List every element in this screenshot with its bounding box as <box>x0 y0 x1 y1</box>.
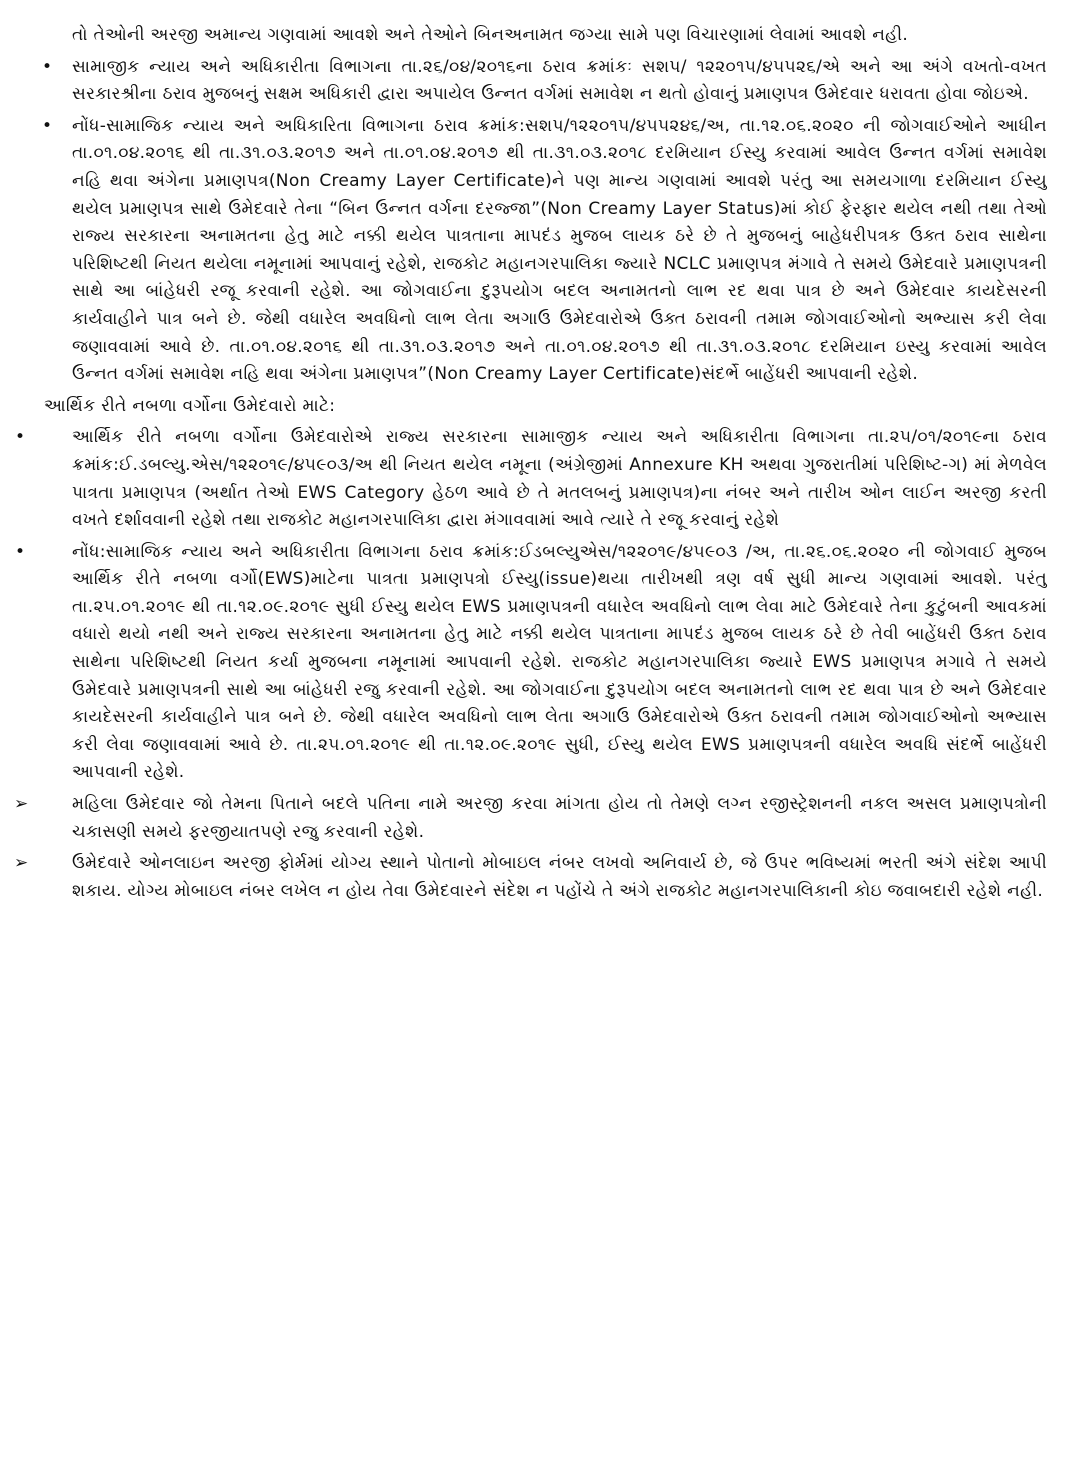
list-item-text: આર્થિક રીતે નબળા વર્ગોના ઉમેદવારોએ રાજ્ય સરકારના સામાજીક ન્યાય અને અધિકારીતા વિભાગના તા.૨૫/૦૧/૨૦૧૯ના ઠરાવ ક્રમાંક:ઈ.ડબલ્યુ.એસ/૧૨૨૦૧૯/૪૫૯૦૩/અ થી નિયત થયેલ નમૂના (અંગ્રેજીમાં Annexure KH અથવા ગુજરાતીમાં પરિશિષ્ટ-ગ) માં મેળવેલ પાત્રતા પ્રમાણપત્ર (અર્થાત તેઓ EWS Category હેઠળ આવે છે તે મતલબનું પ્રમાણપત્ર)ના નંબર અને તારીખ ઓન લાઈન અરજી કરતી વખતે દર્શાવવાની રહેશે તથા રાજકોટ મહાનગરપાલિકા દ્વારા મંગાવવામાં આવે ત્યારે તે રજૂ કરવાનું રહેશે <box>72 427 1047 531</box>
intro-paragraph <box>72 22 1047 50</box>
bullet-dot-icon: • <box>15 541 26 562</box>
bullet-dot-icon: • <box>42 115 53 136</box>
heading-text: આર્થિક રીતે નબળા વર્ગોના ઉમેદવારો માટે: <box>44 395 336 416</box>
intro-text: તો તેઓની અરજી અમાન્ય ગણવામાં આવશે અને તેઓને બિનઅનામત જગ્યા સામે પણ વિચારણામાં લેવામાં આવશે નહી. <box>72 25 909 45</box>
bullet-dot-icon: • <box>42 56 53 77</box>
ews-section-heading <box>44 393 1044 421</box>
list-item-text: મહિલા ઉમેદવાર જો તેમના પિતાને બદલે પતિના નામે અરજી કરવા માંગતા હોય તો તેમણે લગ્ન રજીસ્ટ્રેશનની નકલ અસલ પ્રમાણપત્રોની ચકાસણી સમયે ફરજીયાતપણે રજુ કરવાની રહેશે. <box>72 794 1047 842</box>
arrow-bullet-icon: ➢ <box>14 853 29 874</box>
list-item-women-marriage <box>14 791 1047 846</box>
document-page <box>0 22 1079 905</box>
bullet-dot-icon: • <box>15 427 26 448</box>
list-item-mobile-number <box>14 850 1047 905</box>
arrow-bullet-icon: ➢ <box>14 794 29 815</box>
list-item-text: નોંધ-સામાજિક ન્યાય અને અધિકારિતા વિભાગના ઠરાવ ક્રમાંક:સશપ/૧૨૨૦૧૫/૪૫૫૨૪૬/અ, તા.૧૨.૦૬.૨૦૨૦ ની જોગવાઈઓને આધીન તા.૦૧.૦૪.૨૦૧૬ થી તા.૩૧.૦૩.૨૦૧૭ અને તા.૦૧.૦૪.૨૦૧૭ થી તા.૩૧.૦૩.૨૦૧૮ દરમિયાન ઈસ્યુ કરવામાં આવેલ ઉન્નત વર્ગમાં સમાવેશ નહિ થવા અંગેના પ્રમાણપત્ર(Non Creamy Layer Certificate)ને પણ માન્ય ગણવામાં આવશે પરંતુ આ સમયગાળા દરમિયાન ઈસ્યુ થયેલ પ્રમાણપત્ર સાથે ઉમેદવારે તેના “બિન ઉન્નત વર્ગના દરજ્જા”(Non Creamy Layer Status)માં કોઈ ફેરફાર થયેલ નથી તથા તેઓ રાજ્ય સરકારના અનામતના હેતુ માટે નક્કી થયેલ પાત્રતાના માપદંડ મુજબ લાયક ઠરે છે તે મુજબનું બાહેધરીપત્રક ઉક્ત ઠરાવ સાથેના પરિશિષ્ટથી નિયત થયેલા નમૂનામાં આપવાનું રહેશે, રાજકોટ મહાનગરપાલિકા જ્યારે NCLC પ્રમાણપત્ર મંગાવે તે સમયે ઉમેદવારે પ્રમાણપત્રની સાથે આ બાંહેધરી રજૂ કરવાની રહેશે. આ જોગવાઈના દુરૂપયોગ બદલ અનામતનો લાભ રદ થવા પાત્ર છે અને ઉમેદવાર કાયદેસરની કાર્યવાહીને પાત્ર બને છે. જેથી વધારેલ અવધિનો લાભ લેતા અગાઉ ઉમેદવારોએ ઉક્ત ઠરાવની તમામ જોગવાઈઓનો અભ્યાસ કરી લેવા જણાવવામાં આવે છે. તા.૦૧.૦૪.૨૦૧૬ થી તા.૩૧.૦૩.૨૦૧૭ અને તા.૦૧.૦૪.૨૦૧૭ થી તા.૩૧.૦૩.૨૦૧૮ દરમિયાન ઇસ્યુ કરવામાં આવેલ ઉન્નત વર્ગમાં સમાવેશ નહિ થવા અંગેના પ્રમાણપત્ર”(Non Creamy Layer Certificate)સંદર્ભે બાહેંધરી આપવાની રહેશે. <box>72 115 1047 385</box>
list-item-ews-certificate <box>15 424 1047 534</box>
list-item-text: નોંધ:સામાજિક ન્યાય અને અધિકારીતા વિભાગના ઠરાવ ક્રમાંક:ઈડબલ્યુએસ/૧૨૨૦૧૯/૪૫૯૦૩ /અ, તા.૨૬.૦૬.૨૦૨૦ ની જોગવાઈ મુજબ આર્થિક રીતે નબળા વર્ગો(EWS)માટેના પાત્રતા પ્રમાણપત્રો ઈસ્યુ(issue)થયા તારીખથી ત્રણ વર્ષ સુધી માન્ય ગણવામાં આવશે. પરંતુ તા.૨૫.૦૧.૨૦૧૯ થી તા.૧૨.૦૯.૨૦૧૯ સુધી ઈસ્યુ થયેલ EWS પ્રમાણપત્રની વધારેલ અવધિનો લાભ લેવા માટે ઉમેદવારે તેના કુટુંબની આવકમાં વધારો થયો નથી અને રાજ્ય સરકારના અનામતના હેતુ માટે નક્કી થયેલ પાત્રતાના માપદંડ મુજબ લાયક ઠરે છે તેવી બાહેંધરી ઉક્ત ઠરાવ સાથેના પરિશિષ્ટથી નિયત કર્યા મુજબના નમૂનામાં આપવાની રહેશે. રાજકોટ મહાનગરપાલિકા જ્યારે EWS પ્રમાણપત્ર મગાવે તે સમયે ઉમેદવારે પ્રમાણપત્રની સાથે આ બાંહેધરી રજુ કરવાની રહેશે. આ જોગવાઈના દુરૂપયોગ બદલ અનામતનો લાભ રદ થવા પાત્ર છે અને ઉમેદવાર કાયદેસરની કાર્યવાહીને પાત્ર બને છે. જેથી વધારેલ અવધિનો લાભ લેતા અગાઉ ઉમેદવારોએ ઉક્ત ઠરાવની તમામ જોગવાઈઓનો અભ્યાસ કરી લેવા જણાવવામાં આવે છે. તા.૨૫.૦૧.૨૦૧૯ થી તા.૧૨.૦૯.૨૦૧૯ સુધી, ઈસ્યુ થયેલ EWS પ્રમાણપત્રની વધારેલ અવધિ સંદર્ભે બાહેંધરી આપવાની રહેશે. <box>72 541 1047 783</box>
list-item-ews-note <box>15 539 1047 787</box>
list-item-social-justice <box>42 54 1047 109</box>
list-item-text: સામાજીક ન્યાય અને અધિકારીતા વિભાગના તા.૨૬/૦૪/૨૦૧૬ના ઠરાવ ક્રમાંકઃ સશપ/ ૧૨૨૦૧૫/૪૫૫૨૬/એ અને આ અંગે વખતો-વખત સરકારશ્રીના ઠરાવ મુજબનું સક્ષમ અધિકારી દ્વારા અપાયેલ ઉન્નત વર્ગમાં સમાવેશ ન થતો હોવાનું પ્રમાણપત્ર ઉમેદવાર ધરાવતા હોવા જોઇએ. <box>72 56 1047 105</box>
list-item-ncl-note <box>42 113 1047 389</box>
list-item-text: ઉમેદવારે ઓનલાઇન અરજી ફોર્મમાં યોગ્ય સ્થાને પોતાનો મોબાઇલ નંબર લખવો અનિવાર્ય છે, જે ઉપર ભવિષ્યમાં ભરતી અંગે સંદેશ આપી શકાય. યોગ્ય મોબાઇલ નંબર લખેલ ન હોય તેવા ઉમેદવારને સંદેશ ન પહોંચે તે અંગે રાજકોટ મહાનગરપાલિકાની કોઇ જવાબદારી રહેશે નહી. <box>72 853 1047 901</box>
